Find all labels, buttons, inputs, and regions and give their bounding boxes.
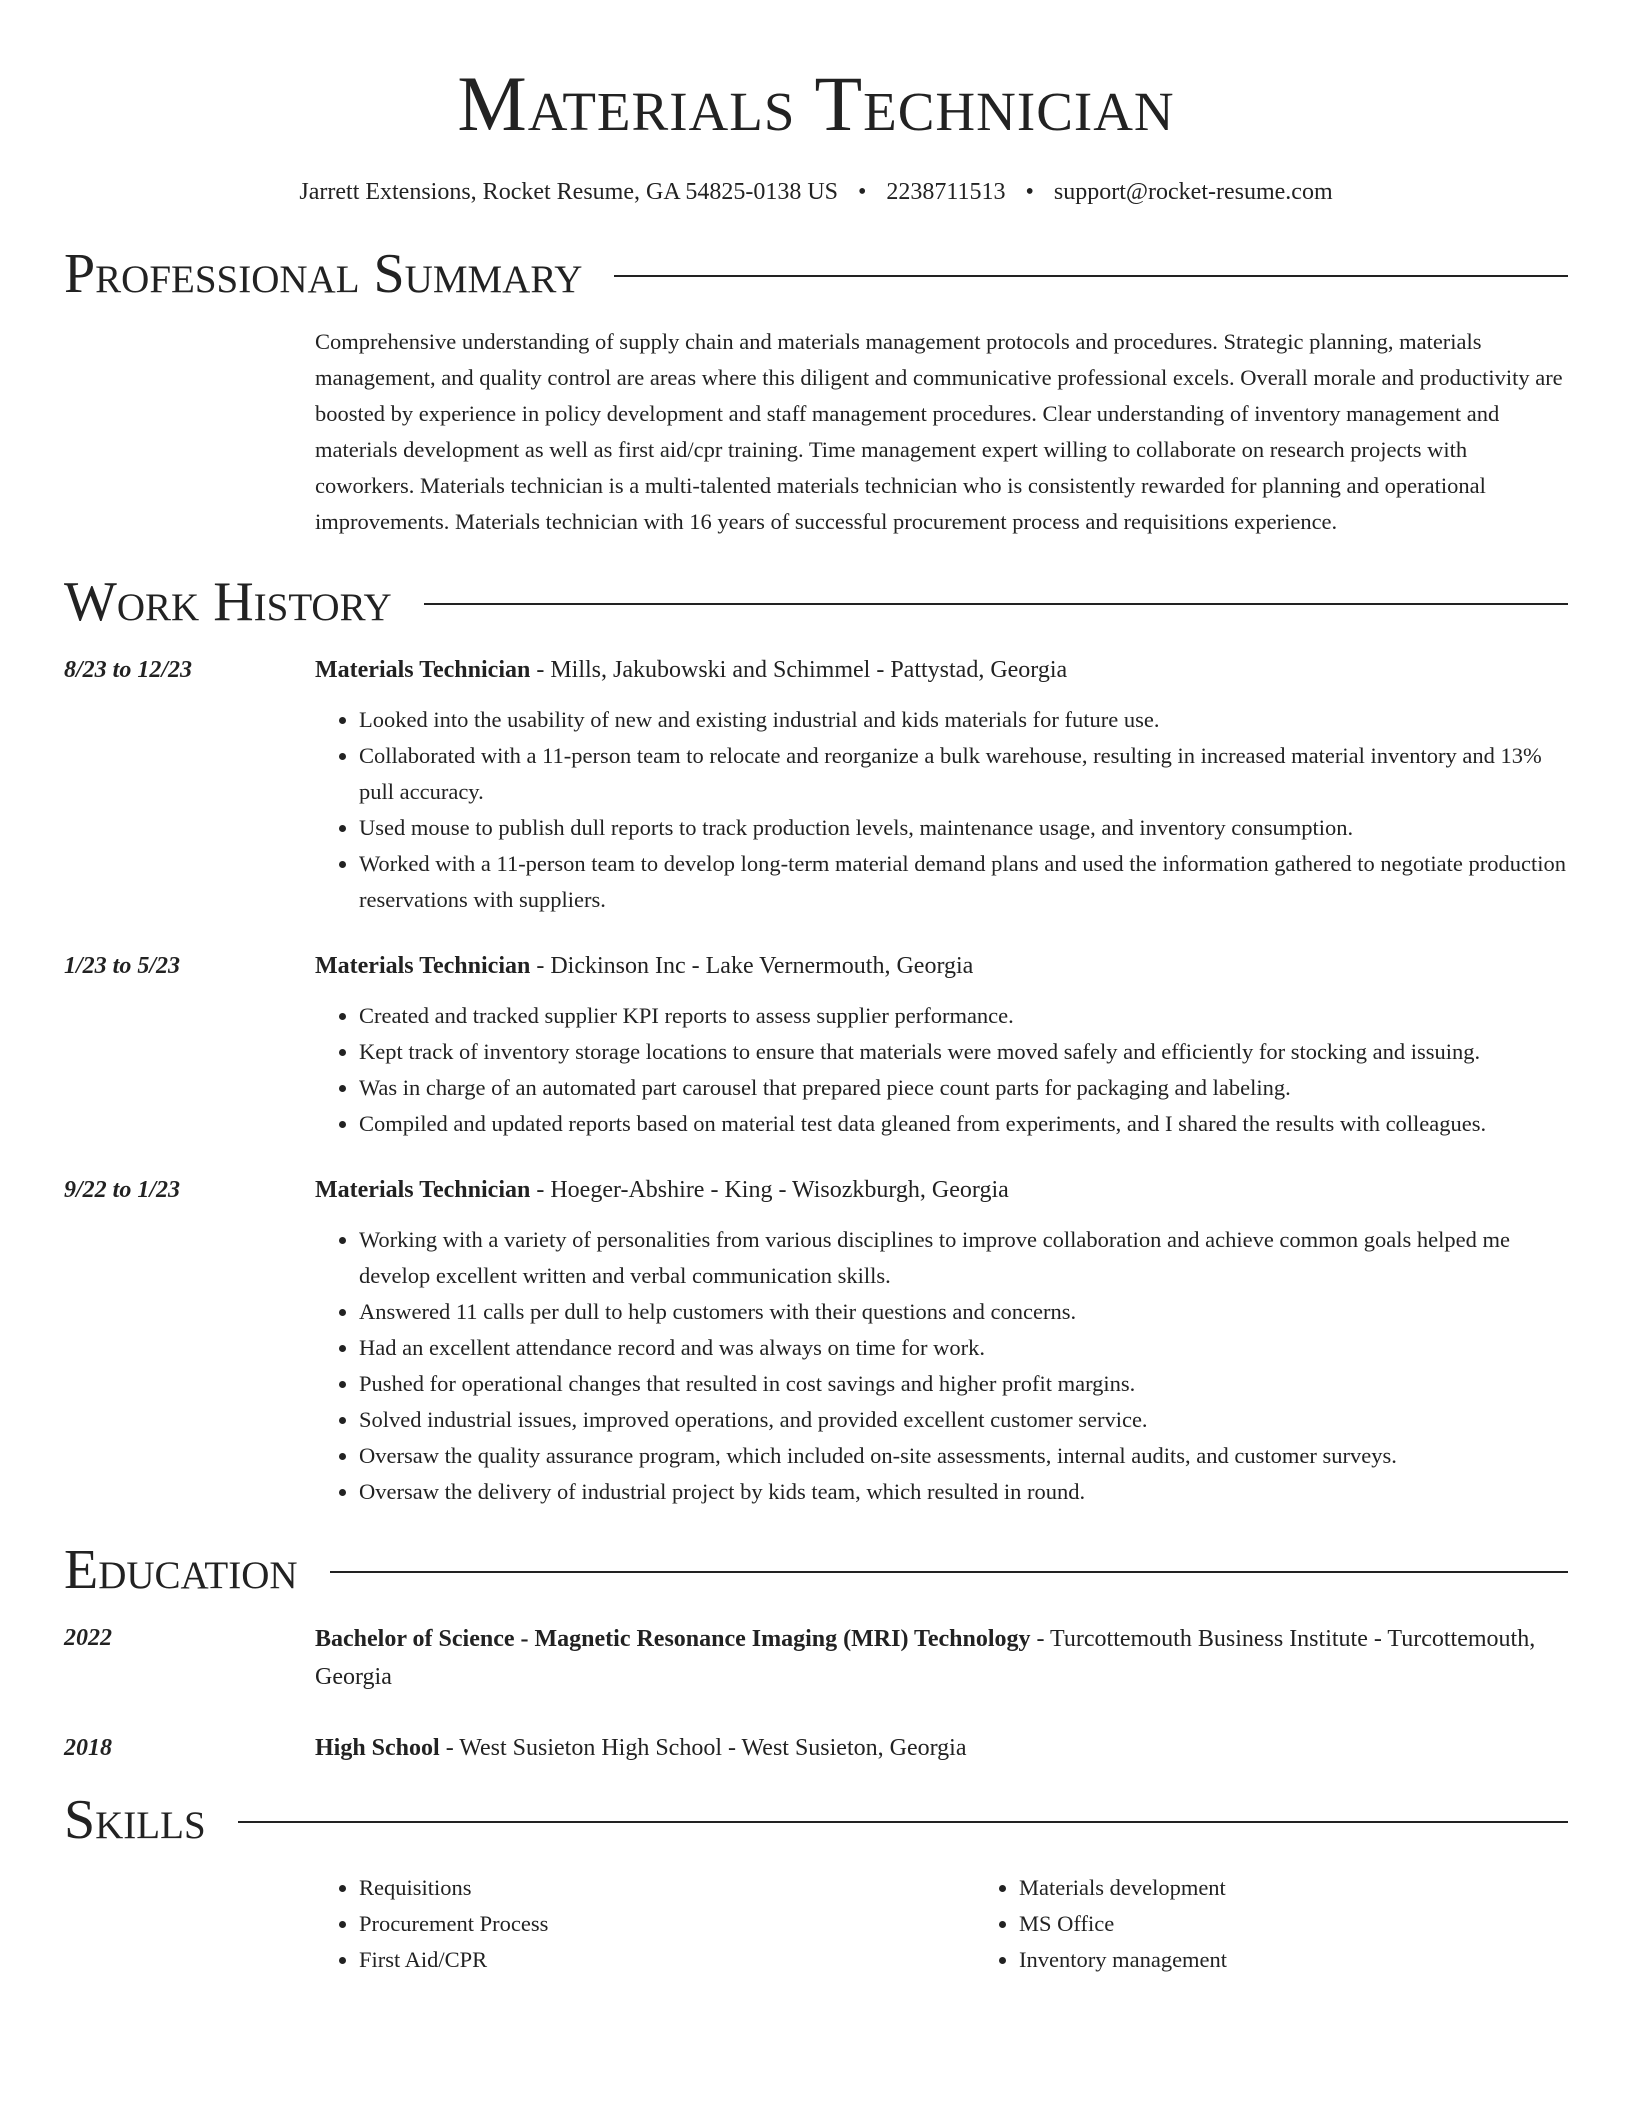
- education-details: - West Susieton High School - West Susieton, Georgia: [439, 1735, 967, 1761]
- job-dates: 9/22 to 1/23: [64, 1177, 181, 1203]
- skills-grid: [315, 1870, 1632, 1978]
- job-bullet: • Worked with a 11-person team to develop long-term material demand plans and used the information gathered to negotiate production reservations with suppliers.: [359, 846, 1568, 918]
- job-details: - Mills, Jakubowski and Schimmel - Pattystad, Georgia: [530, 657, 1068, 683]
- resume-name: Materials Technician: [457, 60, 1175, 147]
- education-entry: [64, 1730, 1568, 1766]
- skills-spacer: [64, 1870, 315, 1978]
- contact-separator: •: [858, 179, 867, 205]
- job-bullet: • Kept track of inventory storage locations to ensure that materials were moved safely and efficiently for stocking and issuing.: [359, 1034, 1568, 1070]
- job-body: [315, 948, 1568, 1142]
- education-year: 2022: [64, 1625, 112, 1651]
- contact-separator: •: [1025, 179, 1034, 205]
- contact-address: Jarrett Extensions, Rocket Resume, GA 54825-0138 US: [299, 179, 838, 205]
- skills-list-left: [315, 1870, 975, 1978]
- section-title-skills: Skills: [64, 1789, 206, 1851]
- job-entry: [64, 948, 1568, 1142]
- work-section-header: [64, 570, 1568, 634]
- job-headline: [315, 1172, 1568, 1208]
- job-role: Materials Technician: [315, 1177, 531, 1203]
- skills-row: [64, 1870, 1568, 1978]
- job-bullets: [315, 702, 1568, 918]
- section-divider: [330, 1571, 1568, 1573]
- job-bullet: • Pushed for operational changes that resulted in cost savings and higher profit margins.: [359, 1366, 1568, 1402]
- education-body: [315, 1730, 1568, 1766]
- job-bullet: • Collaborated with a 11-person team to relocate and reorganize a bulk warehouse, resulting in increased material inventory and 13% pull accuracy.: [359, 738, 1568, 810]
- job-role: Materials Technician: [315, 953, 531, 979]
- education-entry: [64, 1620, 1568, 1696]
- education-degree: High School: [315, 1735, 440, 1761]
- contact-line: [64, 176, 1568, 208]
- job-dates: 8/23 to 12/23: [64, 657, 193, 683]
- summary-section-header: [64, 242, 1568, 306]
- job-entry: [64, 652, 1568, 918]
- job-bullet: • Looked into the usability of new and existing industrial and kids materials for future use.: [359, 702, 1568, 738]
- job-bullet: • Created and tracked supplier KPI reports to assess supplier performance.: [359, 998, 1568, 1034]
- job-bullet: • Answered 11 calls per dull to help customers with their questions and concerns.: [359, 1294, 1568, 1330]
- section-divider: [238, 1821, 1568, 1823]
- education-body: [315, 1620, 1568, 1696]
- skill-item: • Procurement Process: [359, 1906, 975, 1942]
- job-bullet: • Working with a variety of personalities from various disciplines to improve collaboration and achieve common goals helped me develop excellent written and verbal communication skills.: [359, 1222, 1568, 1294]
- job-headline: [315, 948, 1568, 984]
- skills-list-right: [975, 1870, 1632, 1978]
- section-title-summary: Professional Summary: [64, 243, 583, 305]
- work-list: [64, 652, 1568, 1510]
- education-year: 2018: [64, 1735, 112, 1761]
- job-body: [315, 1172, 1568, 1510]
- skill-item: • Inventory management: [1019, 1942, 1632, 1978]
- skill-item: • Materials development: [1019, 1870, 1632, 1906]
- job-bullet: • Was in charge of an automated part carousel that prepared piece count parts for packaging and labeling.: [359, 1070, 1568, 1106]
- contact-phone: 2238711513: [886, 179, 1006, 205]
- education-details: - Turcottemouth Business Institute - Turcottemouth, Georgia: [315, 1626, 1536, 1690]
- summary-body: [315, 324, 1568, 540]
- job-bullet: • Oversaw the quality assurance program, which included on-site assessments, internal audits, and customer surveys.: [359, 1438, 1568, 1474]
- section-divider: [614, 275, 1568, 277]
- skill-item: • Requisitions: [359, 1870, 975, 1906]
- education-section-header: [64, 1538, 1568, 1602]
- job-body: [315, 652, 1568, 918]
- job-role: Materials Technician: [315, 657, 531, 683]
- skill-item: • First Aid/CPR: [359, 1942, 975, 1978]
- job-bullet: • Compiled and updated reports based on material test data gleaned from experiments, and I shared the results with colleagues.: [359, 1106, 1568, 1142]
- job-entry: [64, 1172, 1568, 1510]
- summary-row: [64, 324, 1568, 540]
- section-title-education: Education: [64, 1539, 298, 1601]
- job-bullet: • Had an excellent attendance record and was always on time for work.: [359, 1330, 1568, 1366]
- job-bullets: [315, 1222, 1568, 1510]
- skills-section-header: [64, 1788, 1568, 1852]
- section-divider: [424, 603, 1568, 605]
- job-details: - Hoeger-Abshire - King - Wisozkburgh, Georgia: [530, 1177, 1009, 1203]
- section-title-work: Work History: [64, 571, 392, 633]
- summary-text: Comprehensive understanding of supply chain and materials management protocols and procedures. Strategic planning, materials management, and quality control are areas where this diligent and communicative professional excels. Overall morale and productivity are boosted by experience in policy development and staff management procedures. Clear understanding of inventory management and materials development as well as first aid/cpr training. Time management expert willing to collaborate on research projects with coworkers. Materials technician is a multi-talented materials technician who is consistently rewarded for planning and operational improvements. Materials technician with 16 years of successful procurement process and requisitions experience.: [315, 329, 1563, 534]
- job-bullet: • Oversaw the delivery of industrial project by kids team, which resulted in round.: [359, 1474, 1568, 1510]
- summary-spacer: [64, 324, 315, 540]
- job-bullet: • Used mouse to publish dull reports to track production levels, maintenance usage, and inventory consumption.: [359, 810, 1568, 846]
- contact-email: support@rocket-resume.com: [1053, 179, 1333, 205]
- job-bullets: [315, 998, 1568, 1142]
- skill-item: • MS Office: [1019, 1906, 1632, 1942]
- education-degree: Bachelor of Science - Magnetic Resonance Imaging (MRI) Technology: [315, 1626, 1031, 1652]
- job-details: - Dickinson Inc - Lake Vernermouth, Georgia: [530, 953, 974, 979]
- job-dates: 1/23 to 5/23: [64, 953, 181, 979]
- job-bullet: • Solved industrial issues, improved operations, and provided excellent customer service.: [359, 1402, 1568, 1438]
- job-headline: [315, 652, 1568, 688]
- education-list: [64, 1620, 1568, 1766]
